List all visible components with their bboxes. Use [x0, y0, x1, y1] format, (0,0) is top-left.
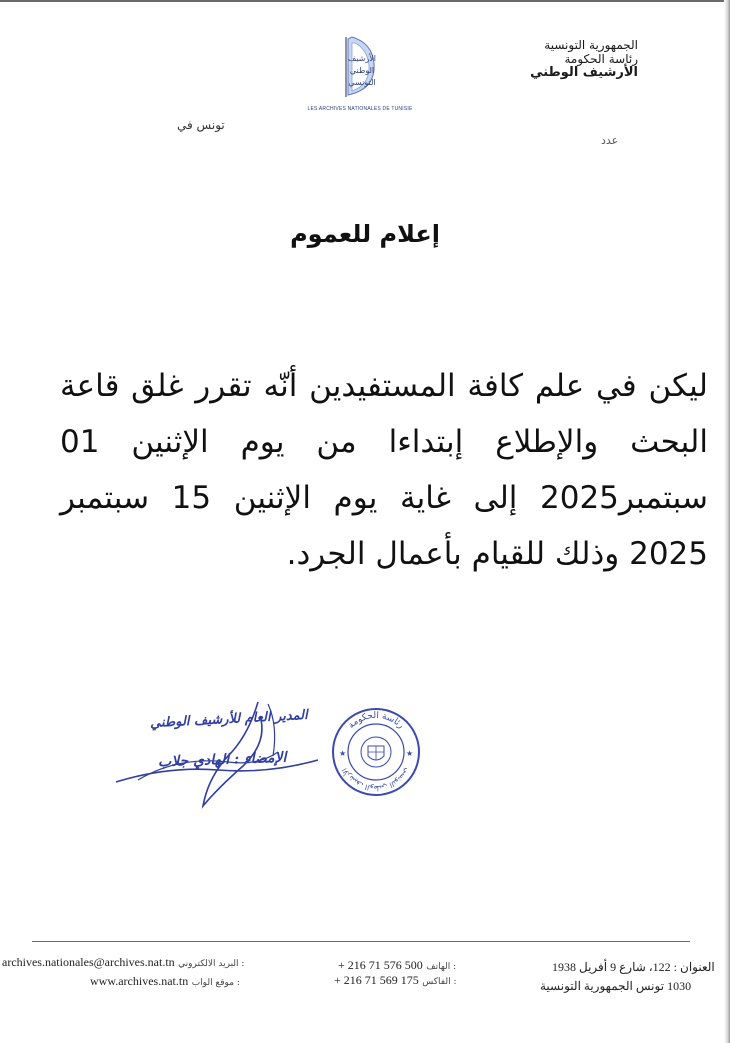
place-date-label: تونس في [177, 118, 225, 132]
website-label: موقع الواب : [191, 978, 240, 988]
page-top-edge [0, 0, 730, 2]
footer-fax [334, 971, 456, 991]
reference-number-label: عدد [601, 134, 619, 147]
fax-number: + 216 71 569 175 [334, 973, 419, 987]
signatory-name: الإمضاء : الهادي جلاب [157, 749, 287, 771]
org-line-archives: الأرشيف الوطني [530, 65, 638, 80]
website-link[interactable]: www.archives.nat.tn [90, 974, 189, 988]
stamp-text-bottom: الأرشيف الوطني التونسي [340, 766, 412, 793]
stamp-emblem-icon [361, 737, 391, 767]
footer-divider [32, 941, 690, 942]
logo-text-1: الأرشيف [347, 54, 377, 63]
stamp-star-right-icon: ★ [406, 749, 414, 758]
logo-text-3: التونسي [348, 78, 376, 87]
notice-title: إعلام للعموم [290, 220, 440, 248]
org-line-government: رئاسة الحكومة [564, 52, 638, 66]
logo-caption: LES ARCHIVES NATIONALES DE TUNISIE [307, 106, 413, 112]
footer-website [90, 972, 240, 992]
organisation-header [530, 38, 638, 80]
footer-email [2, 953, 244, 973]
address-text-2: 1030 تونس الجمهورية التونسية [540, 979, 692, 993]
stamp-text-top: رئاسة الحكومة [346, 710, 406, 731]
address-text-1: العنوان : 122، شارع 9 أفريل 1938 [552, 960, 715, 974]
email-address-link[interactable]: archives.nationales@archives.nat.tn [2, 955, 175, 969]
email-label: البريد الالكتروني : [178, 959, 245, 969]
footer-address-line2 [540, 977, 691, 996]
stamp-star-left-icon: ★ [339, 749, 347, 758]
logo-emblem-icon [300, 33, 420, 105]
phone-number: + 216 71 576 500 [338, 958, 423, 972]
signatory-title: المدير العام للأرشيف الوطني [149, 707, 309, 732]
notice-body: ليكن في علم كافة المستفيدين أنّه تقرر غلق قاعة البحث والإطلاع إبتداءا من يوم الإثنين 01 سبتمبر2025 إلى غاية يوم الإثنين 15 سبتمبر 2025 وذلك للقيام بأعمال الجرد. [60, 368, 708, 572]
phone-label: الهاتف : [426, 962, 457, 972]
org-line-republic: الجمهورية التونسية [544, 38, 638, 52]
logo-text-2: الوطني [349, 66, 375, 75]
archives-logo [300, 33, 420, 118]
fax-label: الفاكس : [422, 977, 457, 987]
page-right-edge [724, 0, 730, 1043]
official-stamp [330, 706, 422, 798]
footer-address-line1 [552, 958, 715, 977]
